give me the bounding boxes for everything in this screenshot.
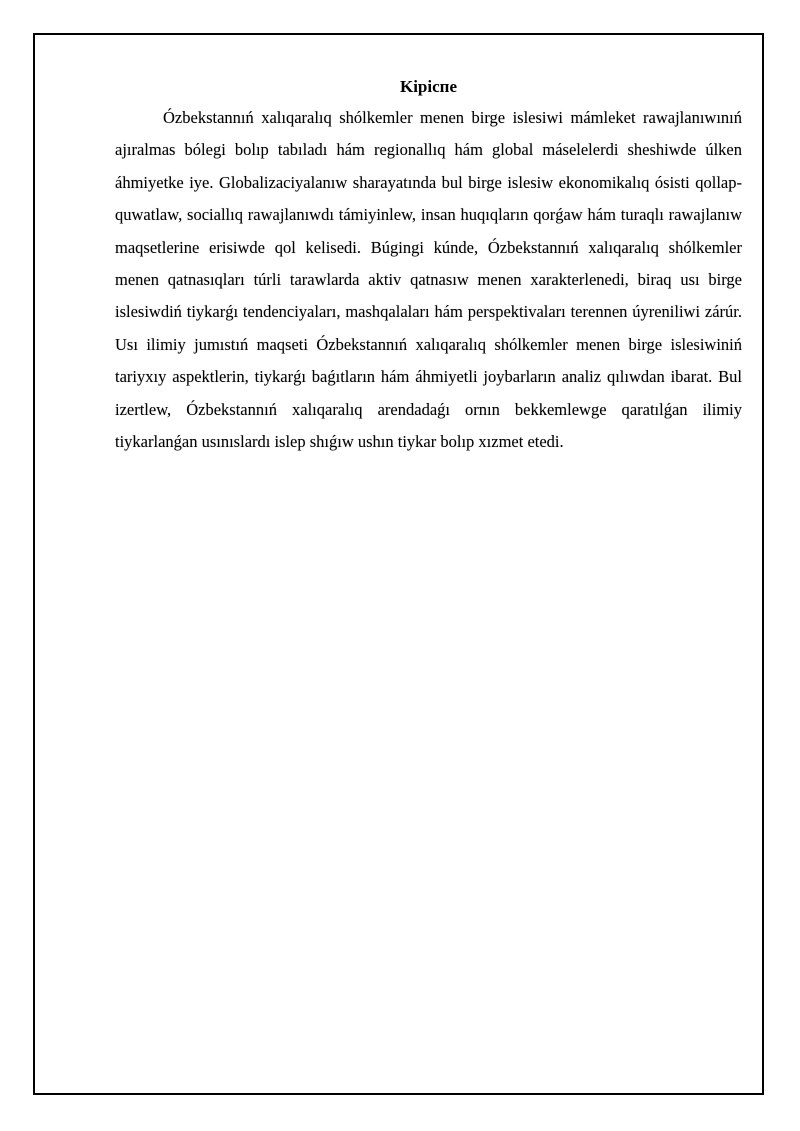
body-paragraph: Ózbekstannıń xalıqaralıq shólkemler menen birge islesiwi mámleket rawajlanıwınıń ajıralmas bólegi bolıp tabıladı hám regionallıq hám global máselelerdi sheshiwde úlken áhmiyetke iye. Globalizaciyalanıw sharayatında bul birge islesiw ekonomikalıq ósisti qollap-quwatlaw, sociallıq rawajlanıwdı támiyinlew, insan huqıqların qorǵaw hám turaqlı rawajlanıw maqsetlerine erisiwde qol kelisedi. Búgingi kúnde, Ózbekstannıń xalıqaralıq shólkemler menen qatnasıqları túrli tarawlarda aktiv qatnasıw menen xarakterlenedi, biraq usı birge islesiwdiń tiykarǵı tendenciyaları, mashqalaları hám perspektivaları terennen úyreniliwi zárúr. Usı ilimiy jumıstıń maqseti Ózbekstannıń xalıqaralıq shólkemler menen birge islesiwiniń tariyxıy aspektlerin, tiykarǵı baǵıtların hám áhmiyetli joybarların analiz qılıwdan ibarat. Bul izertlew, Ózbekstannıń xalıqaralıq arendadaǵı ornın bekkemlewge qaratılǵan ilimiy tiykarlanǵan usınıslardı islep shıǵıw ushın tiykar bolıp xızmet etedi. xyxy=(115,108,742,452)
document-body xyxy=(115,76,742,458)
document-title: Kipicпе xyxy=(399,77,457,96)
